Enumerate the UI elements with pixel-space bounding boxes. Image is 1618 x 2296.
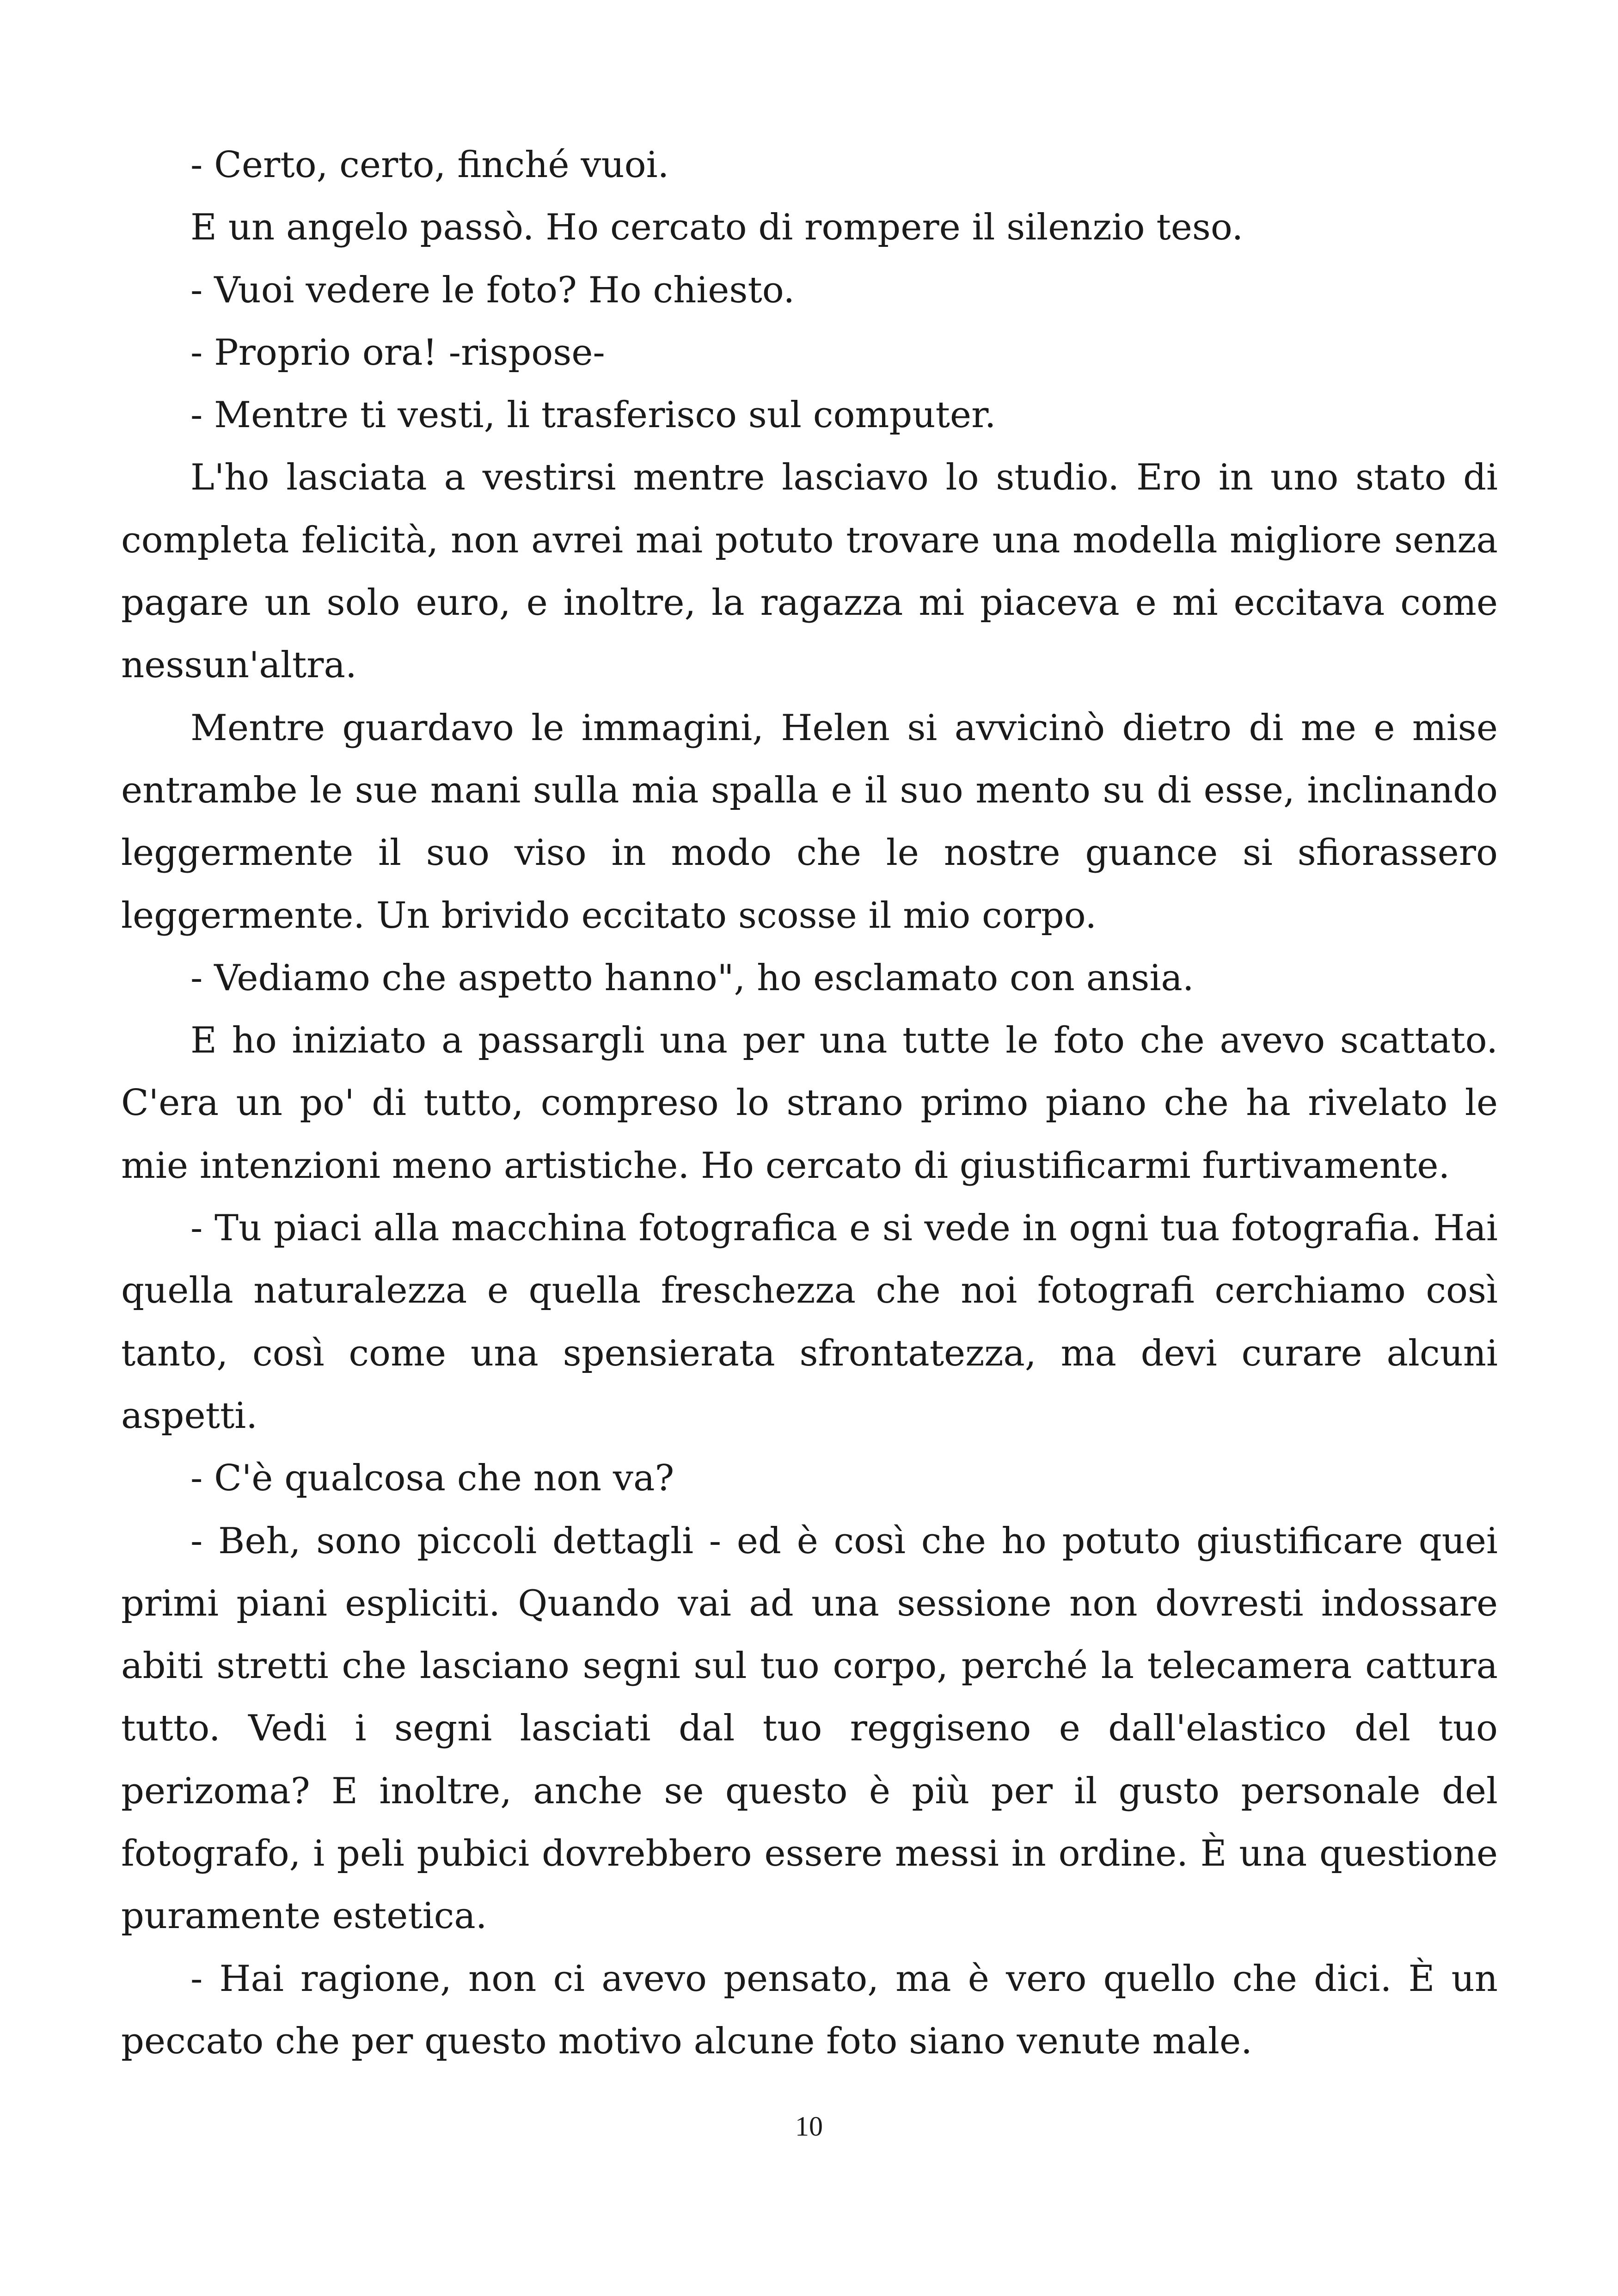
paragraph: - Proprio ora! -rispose- bbox=[190, 331, 605, 373]
paragraph: - Certo, certo, finché vuoi. bbox=[190, 144, 669, 186]
paragraph: - Hai ragione, non ci avevo pensato, ma è vero quello che dici. È un peccato che per questo motivo alcune foto siano venute male. bbox=[121, 1958, 1498, 2062]
paragraph: - Vuoi vedere le foto? Ho chiesto. bbox=[190, 269, 795, 311]
paragraph: L'ho lasciata a vestirsi mentre lasciavo lo studio. Ero in uno stato di completa felicità, non avrei mai potuto trovare una modella migliore senza pagare un solo euro, e inoltre, la ragazza mi piaceva e mi eccitava come nessun'altra. bbox=[121, 457, 1498, 686]
paragraph: Mentre guardavo le immagini, Helen si avvicinò dietro di me e mise entrambe le sue mani sulla mia spalla e il suo mento su di esse, inclinando leggermente il suo viso in modo che le nostre guance si sfiorassero leggermente. Un brivido eccitato scosse il mio corpo. bbox=[121, 707, 1498, 937]
paragraph: - Beh, sono piccoli dettagli - ed è così che ho potuto giustificare quei primi piani espliciti. Quando vai ad una sessione non dovresti indossare abiti stretti che lasciano segni sul tuo corpo, perché la telecamera cattura tutto. Vedi i segni lasciati dal tuo reggiseno e dall'elastico del tuo perizoma? E inoltre, anche se questo è più per il gusto personale del fotografo, i peli pubici dovrebbero essere messi in ordine. È una questione puramente estetica. bbox=[121, 1520, 1498, 1937]
page-number: 10 bbox=[795, 2111, 823, 2142]
paragraph: E ho iniziato a passargli una per una tutte le foto che avevo scattato. C'era un po' di tutto, compreso lo strano primo piano che ha rivelato le mie intenzioni meno artistiche. Ho cercato di giustificarmi furtivamente. bbox=[121, 1020, 1498, 1187]
body-text bbox=[121, 134, 1498, 2073]
paragraph: - C'è qualcosa che non va? bbox=[190, 1457, 674, 1500]
paragraph: - Vediamo che aspetto hanno", ho esclamato con ansia. bbox=[190, 957, 1194, 999]
paragraph: - Tu piaci alla macchina fotografica e si vede in ogni tua fotografia. Hai quella naturalezza e quella freschezza che noi fotografi cerchiamo così tanto, così come una spensierata sfrontatezza, ma devi curare alcuni aspetti. bbox=[121, 1207, 1498, 1437]
paragraph: E un angelo passò. Ho cercato di rompere il silenzio teso. bbox=[190, 207, 1244, 249]
paragraph: - Mentre ti vesti, li trasferisco sul computer. bbox=[190, 394, 996, 436]
